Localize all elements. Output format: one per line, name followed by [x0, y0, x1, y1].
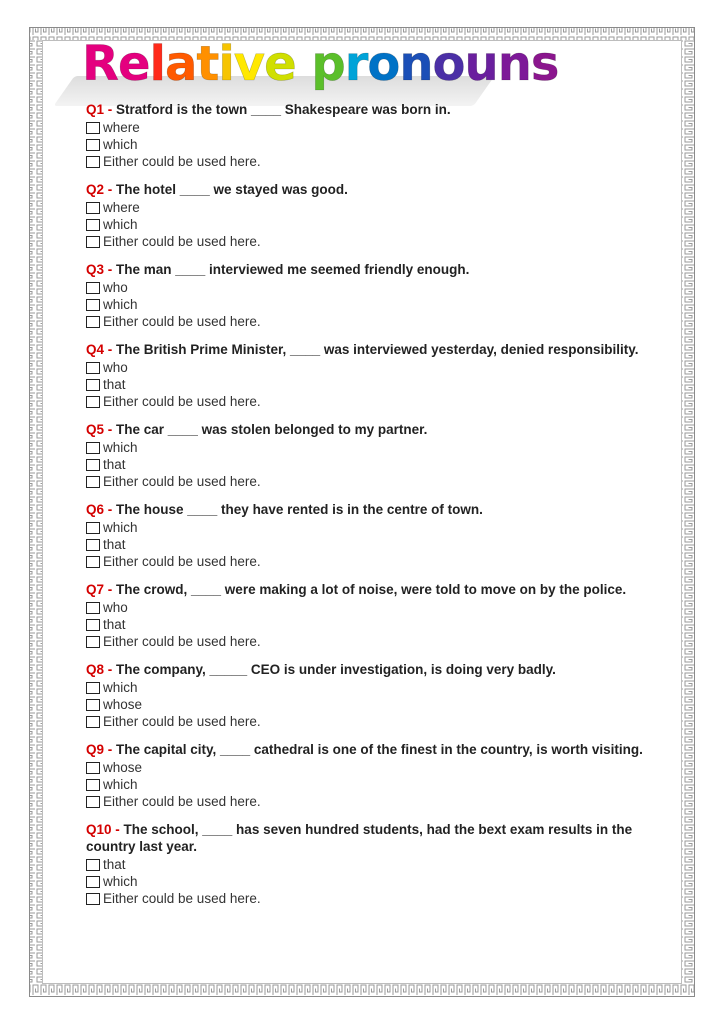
checkbox[interactable]	[86, 636, 100, 648]
question-body: The hotel ____ we stayed was good.	[112, 182, 348, 197]
title-letter: R	[82, 36, 118, 92]
answer-option[interactable]	[86, 793, 646, 810]
checkbox[interactable]	[86, 556, 100, 568]
title-letter: n	[399, 36, 433, 92]
question-block	[86, 821, 646, 907]
answer-option[interactable]	[86, 890, 646, 907]
answer-option[interactable]	[86, 633, 646, 650]
checkbox[interactable]	[86, 282, 100, 294]
title-letter	[296, 36, 312, 92]
answer-option[interactable]	[86, 296, 646, 313]
question-body: The capital city, ____ cathedral is one of the finest in the country, is worth visiting.	[112, 742, 643, 757]
question-text	[86, 501, 646, 518]
answer-option[interactable]	[86, 153, 646, 170]
checkbox[interactable]	[86, 539, 100, 551]
question-block	[86, 741, 646, 810]
title-letter: o	[432, 36, 465, 92]
checkbox[interactable]	[86, 619, 100, 631]
checkbox[interactable]	[86, 522, 100, 534]
option-label: which	[103, 874, 138, 889]
option-label: which	[103, 297, 138, 312]
checkbox[interactable]	[86, 362, 100, 374]
option-label: Either could be used here.	[103, 714, 261, 729]
checkbox[interactable]	[86, 716, 100, 728]
question-body: The car ____ was stolen belonged to my partner.	[112, 422, 428, 437]
answer-option[interactable]	[86, 776, 646, 793]
option-label: Either could be used here.	[103, 314, 261, 329]
question-number: Q1 -	[86, 102, 113, 117]
checkbox[interactable]	[86, 602, 100, 614]
answer-option[interactable]	[86, 119, 646, 136]
answer-option[interactable]	[86, 313, 646, 330]
answer-option[interactable]	[86, 439, 646, 456]
checkbox[interactable]	[86, 476, 100, 488]
answer-option[interactable]	[86, 233, 646, 250]
title-letter: t	[196, 36, 219, 92]
question-text	[86, 661, 646, 678]
answer-option[interactable]	[86, 519, 646, 536]
checkbox[interactable]	[86, 442, 100, 454]
page-title	[82, 32, 558, 96]
question-body: Stratford is the town ____ Shakespeare was born in.	[112, 102, 451, 117]
option-label: who	[103, 280, 128, 295]
title-letter: n	[497, 36, 531, 92]
question-text	[86, 181, 646, 198]
question-body: The crowd, ____ were making a lot of noise, were told to move on by the police.	[112, 582, 627, 597]
option-label: Either could be used here.	[103, 794, 261, 809]
option-label: whose	[103, 760, 143, 775]
answer-option[interactable]	[86, 359, 646, 376]
question-number: Q10 -	[86, 822, 120, 837]
title-letter: s	[530, 36, 559, 92]
checkbox[interactable]	[86, 796, 100, 808]
answer-option[interactable]	[86, 216, 646, 233]
question-text	[86, 421, 646, 438]
option-label: Either could be used here.	[103, 634, 261, 649]
checkbox[interactable]	[86, 139, 100, 151]
option-label: Either could be used here.	[103, 394, 261, 409]
question-block	[86, 661, 646, 730]
checkbox[interactable]	[86, 762, 100, 774]
answer-option[interactable]	[86, 713, 646, 730]
checkbox[interactable]	[86, 236, 100, 248]
question-number: Q8 -	[86, 662, 113, 677]
answer-option[interactable]	[86, 553, 646, 570]
checkbox[interactable]	[86, 893, 100, 905]
question-block	[86, 261, 646, 330]
answer-option[interactable]	[86, 599, 646, 616]
option-label: Either could be used here.	[103, 474, 261, 489]
question-block	[86, 341, 646, 410]
question-block	[86, 421, 646, 490]
checkbox[interactable]	[86, 459, 100, 471]
question-text	[86, 101, 646, 118]
checkbox[interactable]	[86, 682, 100, 694]
option-label: that	[103, 857, 126, 872]
title-letter: a	[164, 36, 197, 92]
option-label: that	[103, 617, 126, 632]
option-label: which	[103, 680, 138, 695]
answer-option[interactable]	[86, 279, 646, 296]
question-text	[86, 741, 646, 758]
answer-option[interactable]	[86, 456, 646, 473]
question-text	[86, 581, 646, 598]
option-label: where	[103, 200, 140, 215]
checkbox[interactable]	[86, 316, 100, 328]
title-letter: l	[149, 36, 165, 92]
title-letter: p	[311, 36, 345, 92]
option-label: that	[103, 457, 126, 472]
question-number: Q5 -	[86, 422, 113, 437]
option-label: Either could be used here.	[103, 554, 261, 569]
answer-option[interactable]	[86, 856, 646, 873]
question-number: Q9 -	[86, 742, 113, 757]
question-number: Q6 -	[86, 502, 113, 517]
checkbox[interactable]	[86, 299, 100, 311]
question-body: The company, _____ CEO is under investigation, is doing very badly.	[112, 662, 556, 677]
title-letter: e	[264, 36, 296, 92]
option-label: where	[103, 120, 140, 135]
checkbox[interactable]	[86, 396, 100, 408]
question-number: Q3 -	[86, 262, 113, 277]
option-label: which	[103, 520, 138, 535]
title-letter: e	[117, 36, 150, 92]
title-letter: o	[367, 36, 400, 92]
question-block	[86, 181, 646, 250]
answer-option[interactable]	[86, 199, 646, 216]
checkbox[interactable]	[86, 699, 100, 711]
option-label: which	[103, 777, 138, 792]
option-label: that	[103, 537, 126, 552]
option-label: Either could be used here.	[103, 154, 261, 169]
option-label: Either could be used here.	[103, 891, 261, 906]
checkbox[interactable]	[86, 379, 100, 391]
question-body: The house ____ they have rented is in the centre of town.	[112, 502, 483, 517]
checkbox[interactable]	[86, 202, 100, 214]
answer-option[interactable]	[86, 616, 646, 633]
checkbox[interactable]	[86, 779, 100, 791]
question-body: The British Prime Minister, ____ was interviewed yesterday, denied responsibility.	[112, 342, 639, 357]
option-label: which	[103, 440, 138, 455]
question-block	[86, 101, 646, 170]
question-number: Q7 -	[86, 582, 113, 597]
title-letter: v	[233, 36, 265, 92]
option-label: which	[103, 137, 138, 152]
question-text	[86, 341, 646, 358]
option-label: which	[103, 217, 138, 232]
checkbox[interactable]	[86, 859, 100, 871]
option-label: that	[103, 377, 126, 392]
checkbox[interactable]	[86, 219, 100, 231]
checkbox[interactable]	[86, 156, 100, 168]
answer-option[interactable]	[86, 679, 646, 696]
title-letter: i	[218, 36, 234, 92]
question-block	[86, 501, 646, 570]
checkbox[interactable]	[86, 122, 100, 134]
question-body: The man ____ interviewed me seemed friendly enough.	[112, 262, 470, 277]
answer-option[interactable]	[86, 696, 646, 713]
answer-option[interactable]	[86, 759, 646, 776]
question-number: Q2 -	[86, 182, 113, 197]
question-list	[86, 101, 646, 918]
option-label: who	[103, 600, 128, 615]
answer-option[interactable]	[86, 136, 646, 153]
question-body: The school, ____ has seven hundred students, had the bext exam results in the country last year.	[86, 822, 633, 854]
option-label: Either could be used here.	[103, 234, 261, 249]
question-text	[86, 821, 646, 855]
title-letter: r	[344, 36, 368, 92]
option-label: who	[103, 360, 128, 375]
answer-option[interactable]	[86, 536, 646, 553]
answer-option[interactable]	[86, 473, 646, 490]
question-block	[86, 581, 646, 650]
answer-option[interactable]	[86, 376, 646, 393]
question-text	[86, 261, 646, 278]
checkbox[interactable]	[86, 876, 100, 888]
title-letter: u	[464, 36, 498, 92]
answer-option[interactable]	[86, 873, 646, 890]
answer-option[interactable]	[86, 393, 646, 410]
option-label: whose	[103, 697, 143, 712]
question-number: Q4 -	[86, 342, 113, 357]
